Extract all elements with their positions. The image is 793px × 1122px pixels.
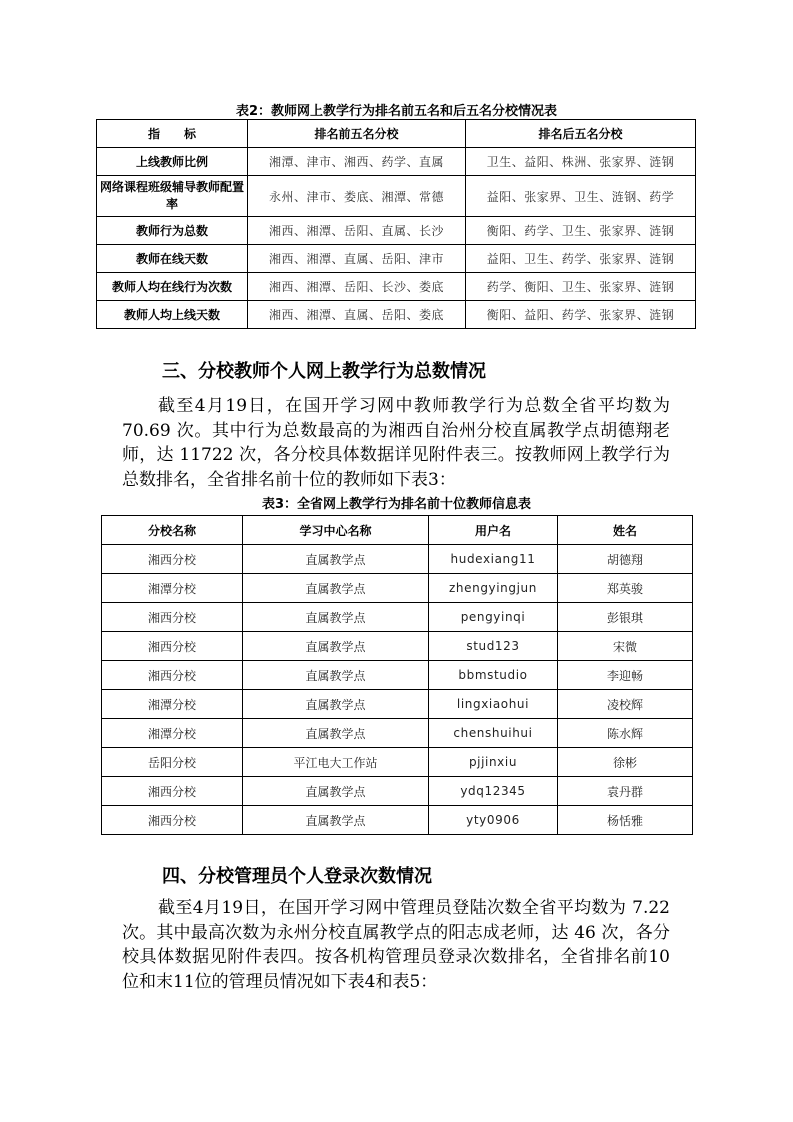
indicator-cell: 教师人均在线行为次数 xyxy=(97,273,248,301)
username-cell: pengyinqi xyxy=(429,603,558,632)
name-cell: 袁丹群 xyxy=(558,777,693,806)
bottom5-cell: 衡阳、益阳、药学、张家界、涟钢 xyxy=(466,301,696,329)
username-cell: hudexiang11 xyxy=(429,545,558,574)
name-cell: 陈水辉 xyxy=(558,719,693,748)
section3-paragraph-text: 截至4月19日，在国开学习网中教师教学行为总数全省平均数为 70.69 次。其中行为总数最高的为湘西自治州分校直属教学点胡德翔老师，达 11722 次，各分校具体数据详见附件表三。按教师网上教学行为总数排名，全省排名前十位的教师如下表3： xyxy=(122,396,670,491)
table3-header-branch: 分校名称 xyxy=(102,516,243,545)
center-cell: 直属教学点 xyxy=(243,632,429,661)
bottom5-cell: 卫生、益阳、株洲、张家界、涟钢 xyxy=(466,148,696,176)
table3-header-name: 姓名 xyxy=(558,516,693,545)
bottom5-cell: 益阳、卫生、药学、张家界、涟钢 xyxy=(466,245,696,273)
center-cell: 直属教学点 xyxy=(243,545,429,574)
table-row xyxy=(102,806,693,835)
center-cell: 直属教学点 xyxy=(243,806,429,835)
top5-cell: 湘西、湘潭、岳阳、长沙、娄底 xyxy=(248,273,466,301)
table-row xyxy=(102,690,693,719)
table-row xyxy=(97,217,696,245)
username-cell: yty0906 xyxy=(429,806,558,835)
name-cell: 宋微 xyxy=(558,632,693,661)
name-cell: 郑英骏 xyxy=(558,574,693,603)
branch-cell: 湘西分校 xyxy=(102,806,243,835)
table-row xyxy=(97,245,696,273)
table3-header-username: 用户名 xyxy=(429,516,558,545)
table3 xyxy=(101,515,693,835)
top5-cell: 湘西、湘潭、直属、岳阳、津市 xyxy=(248,245,466,273)
branch-cell: 湘西分校 xyxy=(102,545,243,574)
table3-caption: 表3：全省网上教学行为排名前十位教师信息表 xyxy=(261,497,532,512)
username-cell: lingxiaohui xyxy=(429,690,558,719)
center-cell: 直属教学点 xyxy=(243,661,429,690)
section3-paragraph xyxy=(122,394,670,493)
top5-cell: 湘潭、津市、湘西、药学、直属 xyxy=(248,148,466,176)
table-row xyxy=(97,273,696,301)
table2-header-top5: 排名前五名分校 xyxy=(248,120,466,148)
indicator-cell: 教师人均上线天数 xyxy=(97,301,248,329)
branch-cell: 湘西分校 xyxy=(102,632,243,661)
indicator-cell: 网络课程班级辅导教师配置率 xyxy=(97,176,248,217)
bottom5-cell: 益阳、张家界、卫生、涟钢、药学 xyxy=(466,176,696,217)
name-cell: 徐彬 xyxy=(558,748,693,777)
table-row xyxy=(102,632,693,661)
section4-heading: 四、分校管理员个人登录次数情况 xyxy=(162,866,432,887)
name-cell: 凌校辉 xyxy=(558,690,693,719)
username-cell: ydq12345 xyxy=(429,777,558,806)
name-cell: 李迎畅 xyxy=(558,661,693,690)
table-row xyxy=(102,603,693,632)
section3-heading: 三、分校教师个人网上教学行为总数情况 xyxy=(162,361,486,382)
branch-cell: 湘潭分校 xyxy=(102,719,243,748)
table2-caption: 表2：教师网上教学行为排名前五名和后五名分校情况表 xyxy=(235,104,558,119)
table-row xyxy=(102,661,693,690)
center-cell: 直属教学点 xyxy=(243,603,429,632)
center-cell: 直属教学点 xyxy=(243,690,429,719)
top5-cell: 湘西、湘潭、岳阳、直属、长沙 xyxy=(248,217,466,245)
center-cell: 直属教学点 xyxy=(243,574,429,603)
table-row xyxy=(102,777,693,806)
table2-header-indicator: 指 标 xyxy=(97,120,248,148)
table-row xyxy=(102,574,693,603)
section4-paragraph xyxy=(122,896,670,995)
username-cell: pjjinxiu xyxy=(429,748,558,777)
name-cell: 彭银琪 xyxy=(558,603,693,632)
table-row xyxy=(97,148,696,176)
username-cell: zhengyingjun xyxy=(429,574,558,603)
bottom5-cell: 衡阳、药学、卫生、张家界、涟钢 xyxy=(466,217,696,245)
table3-header-center: 学习中心名称 xyxy=(243,516,429,545)
table-row xyxy=(97,176,696,217)
table2 xyxy=(96,119,696,329)
bottom5-cell: 药学、衡阳、卫生、张家界、涟钢 xyxy=(466,273,696,301)
table-row xyxy=(102,748,693,777)
username-cell: bbmstudio xyxy=(429,661,558,690)
username-cell: chenshuihui xyxy=(429,719,558,748)
top5-cell: 湘西、湘潭、直属、岳阳、娄底 xyxy=(248,301,466,329)
indicator-cell: 教师在线天数 xyxy=(97,245,248,273)
name-cell: 胡德翔 xyxy=(558,545,693,574)
center-cell: 直属教学点 xyxy=(243,719,429,748)
branch-cell: 湘西分校 xyxy=(102,603,243,632)
table-row xyxy=(102,719,693,748)
branch-cell: 湘西分校 xyxy=(102,777,243,806)
branch-cell: 湘潭分校 xyxy=(102,574,243,603)
center-cell: 直属教学点 xyxy=(243,777,429,806)
table3-header-row xyxy=(102,516,693,545)
section4-paragraph-text: 截至4月19日，在国开学习网中管理员登陆次数全省平均数为 7.22 次。其中最高次数为永州分校直属教学点的阳志成老师，达 46 次，各分校具体数据见附件表四。按各机构管理员登录次数排名，全省排名前10位和末11位的管理员情况如下表4和表5： xyxy=(122,898,670,993)
name-cell: 杨恬雅 xyxy=(558,806,693,835)
username-cell: stud123 xyxy=(429,632,558,661)
table-row xyxy=(97,301,696,329)
branch-cell: 岳阳分校 xyxy=(102,748,243,777)
branch-cell: 湘西分校 xyxy=(102,661,243,690)
table2-header-row xyxy=(97,120,696,148)
indicator-cell: 教师行为总数 xyxy=(97,217,248,245)
top5-cell: 永州、津市、娄底、湘潭、常德 xyxy=(248,176,466,217)
table2-header-bottom5: 排名后五名分校 xyxy=(466,120,696,148)
indicator-cell: 上线教师比例 xyxy=(97,148,248,176)
center-cell: 平江电大工作站 xyxy=(243,748,429,777)
table-row xyxy=(102,545,693,574)
branch-cell: 湘潭分校 xyxy=(102,690,243,719)
